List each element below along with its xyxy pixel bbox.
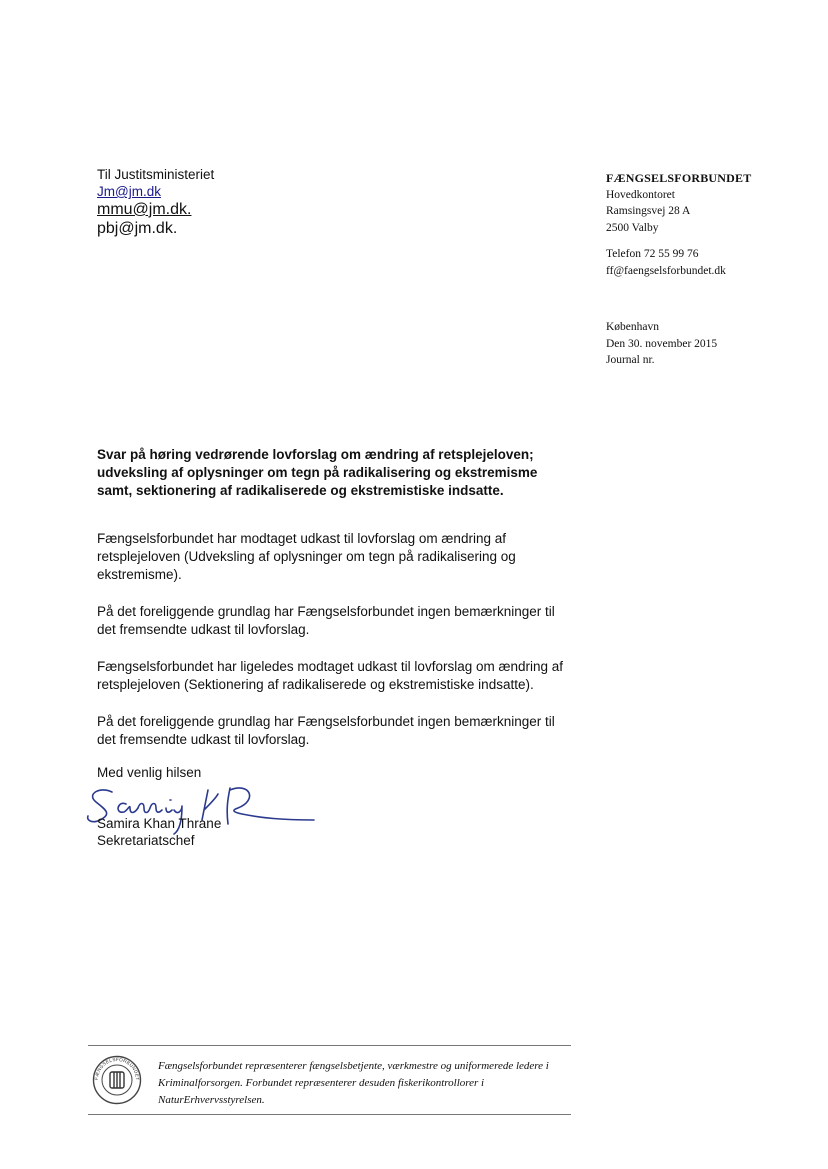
letter-subject: Svar på høring vedrørende lovforslag om ændring af retsplejeloven; udveksling af oplysninger om tegn på radikalisering og ekstremisme samt, sektionering af radikaliserede og ekstremistiske indsatte. — [97, 447, 538, 498]
footer-divider — [88, 1114, 571, 1115]
recipient-block — [97, 166, 214, 238]
seal-logo-icon — [92, 1055, 142, 1105]
signer-name: Samira Khan Thrane — [97, 816, 222, 831]
recipient-email-link[interactable]: mmu@jm.dk. — [97, 201, 192, 218]
body-paragraph: På det foreliggende grundlag har Fængselsforbundet ingen bemærkninger til det fremsendte udkast til lovforslag. — [97, 604, 555, 637]
sender-org: FÆNGSELSFORBUNDET — [606, 171, 752, 185]
letter-body — [97, 530, 572, 768]
footer-divider — [88, 1045, 571, 1046]
signer-block — [97, 815, 221, 849]
signer-title: Sekretariatschef — [97, 833, 195, 848]
sender-street: Ramsingsvej 28 A — [606, 205, 691, 217]
recipient-email: pbj@jm.dk. — [97, 220, 178, 237]
journal-number: Journal nr. — [606, 354, 655, 366]
closing-greeting: Med venlig hilsen — [97, 765, 202, 780]
recipient-name: Til Justitsministeriet — [97, 167, 215, 182]
body-paragraph: På det foreliggende grundlag har Fængselsforbundet ingen bemærkninger til det fremsendte udkast til lovforslag. — [97, 714, 555, 747]
sender-office: Hovedkontoret — [606, 188, 675, 201]
recipient-email-link[interactable]: Jm@jm.dk — [97, 184, 161, 199]
sender-phone: Telefon 72 55 99 76 — [606, 248, 699, 260]
footer-text: Fængselsforbundet repræsenterer fængselsbetjente, værkmestre og uniformerede ledere i Kriminalforsorgen. Forbundet repræsenterer desuden fiskerikontrollorer i NaturErhvervsstyrelsen. — [158, 1060, 549, 1106]
body-paragraph: Fængselsforbundet har modtaget udkast til lovforslag om ændring af retsplejeloven (Udveksling af oplysninger om tegn på radikalisering og ekstremisme). — [97, 531, 516, 582]
sender-city: 2500 Valby — [606, 221, 659, 234]
sender-email: ff@faengselsforbundet.dk — [606, 264, 726, 277]
body-paragraph: Fængselsforbundet har ligeledes modtaget udkast til lovforslag om ændring af retsplejeloven (Sektionering af radikaliserede og ekstremistiske indsatte). — [97, 659, 564, 692]
letter-date: Den 30. november 2015 — [606, 337, 718, 350]
sender-block — [606, 170, 751, 369]
letter-place: København — [606, 321, 660, 333]
seal-text: FÆNGSELSFORBUNDET — [93, 1056, 141, 1081]
